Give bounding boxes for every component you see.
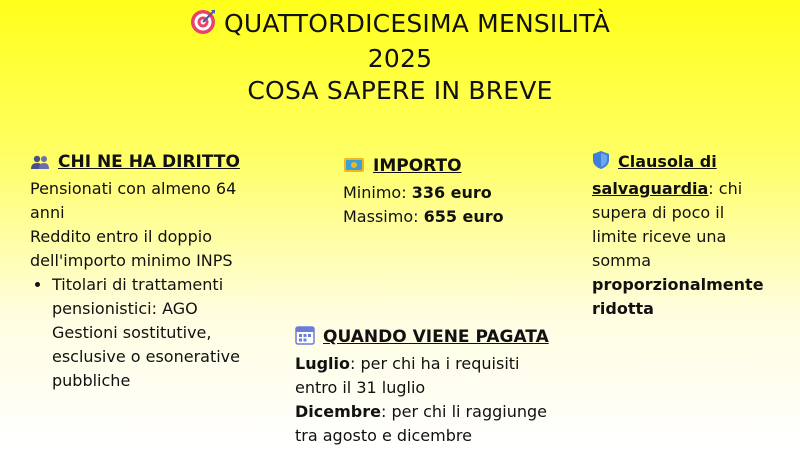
max-value: 655 euro — [423, 207, 504, 226]
importo-heading-text: IMPORTO — [373, 156, 462, 176]
max-label: Massimo: — [343, 207, 424, 226]
clausola-heading-1: Clausola di — [618, 152, 717, 171]
clausola-bold-2: ridotta — [592, 299, 654, 318]
shield-icon — [592, 150, 610, 177]
luglio-text: : per chi ha i requisiti — [350, 354, 520, 373]
clausola-bold-1: proporzionalmente — [592, 275, 764, 294]
quando-dicembre-2: tra agosto e dicembre — [295, 426, 472, 445]
title-subtitle: COSA SAPERE IN BREVE — [247, 76, 553, 105]
target-icon — [190, 9, 216, 43]
title-line-1 — [0, 8, 800, 43]
calendar-icon — [295, 325, 315, 352]
clausola-line-3: supera di poco il — [592, 203, 725, 222]
section-diritto — [30, 150, 290, 393]
section-quando — [295, 325, 595, 448]
clausola-heading-2: salvaguardia — [592, 179, 709, 198]
page-title — [0, 8, 800, 107]
clausola-line-5: somma — [592, 251, 652, 270]
diritto-line-2: anni — [30, 203, 65, 222]
quando-luglio-2: entro il 31 luglio — [295, 378, 426, 397]
min-value: 336 euro — [411, 183, 492, 202]
dicembre-label: Dicembre — [295, 402, 381, 421]
bullet-line-1: • Titolari di trattamenti — [52, 275, 224, 294]
clausola-line-2 — [592, 177, 792, 201]
clausola-text-1: : chi — [708, 179, 743, 198]
people-icon — [30, 153, 50, 177]
quando-dicembre — [295, 400, 595, 424]
section-clausola — [592, 150, 792, 321]
importo-heading — [343, 154, 563, 181]
quando-heading-text: QUANDO VIENE PAGATA — [323, 327, 549, 347]
diritto-heading — [30, 150, 290, 177]
section-importo — [343, 154, 563, 229]
importo-min — [343, 181, 563, 205]
list-item — [52, 273, 290, 393]
diritto-heading-text: CHI NE HA DIRITTO — [58, 152, 240, 172]
money-icon — [343, 156, 365, 181]
luglio-label: Luglio — [295, 354, 350, 373]
clausola-line-4: limite riceve una — [592, 227, 727, 246]
quando-heading — [295, 325, 595, 352]
importo-max — [343, 205, 563, 229]
clausola-line-1 — [592, 150, 792, 177]
bullet-line-3: Gestioni sostitutive, — [52, 323, 212, 342]
bullet-line-5: pubbliche — [52, 371, 131, 390]
diritto-bullet-list — [30, 273, 290, 393]
quando-luglio — [295, 352, 595, 376]
bullet-line-2: pensionistici: AGO — [52, 299, 198, 318]
diritto-line-3: Reddito entro il doppio — [30, 227, 212, 246]
diritto-line-1: Pensionati con almeno 64 — [30, 179, 237, 198]
min-label: Minimo: — [343, 183, 412, 202]
diritto-line-4: dell'importo minimo INPS — [30, 251, 233, 270]
dicembre-text: : per chi li raggiunge — [380, 402, 547, 421]
title-text-1: QUATTORDICESIMA MENSILITÀ — [223, 9, 611, 38]
bullet-line-4: esclusive o esonerative — [52, 347, 240, 366]
title-year: 2025 — [367, 44, 433, 73]
